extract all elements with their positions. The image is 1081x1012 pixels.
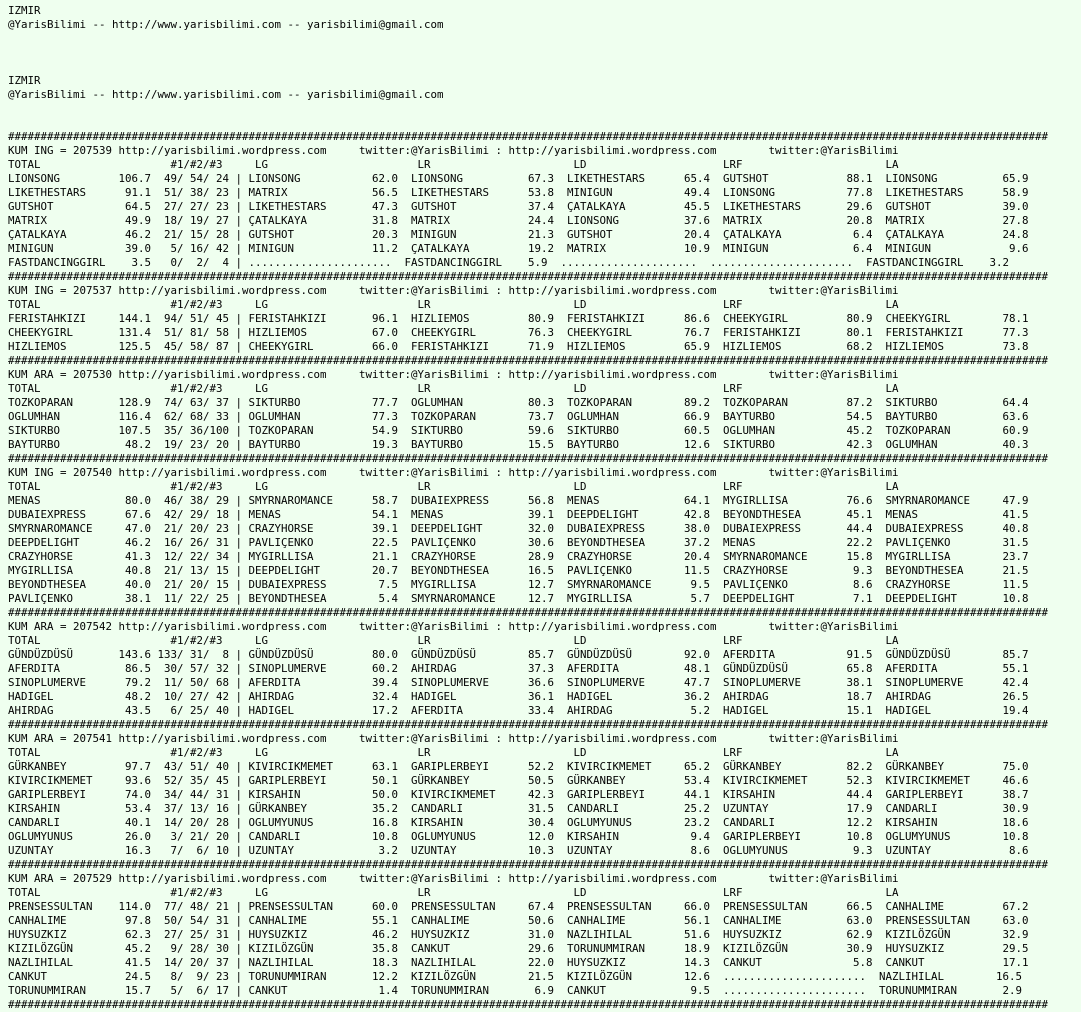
table-row: CANDARLI 40.1 14/ 20/ 28 | OGLUMYUNUS 16.8 KIRSAHIN 30.4 OGLUMYUNUS 23.2 CANDARLI 12.2 KIRSAHIN 18.6 — [8, 816, 1029, 829]
race-title: KUM ING = 207540 http://yarisbilimi.wordpress.com twitter:@YarisBilimi : http://yarisbilimi.wordpress.com twitter:@YarisBilimi — [8, 466, 899, 479]
header-line — [8, 46, 1073, 60]
table-row: FASTDANCINGGIRL 3.5 0/ 2/ 4 | ...................... FASTDANCINGGIRL 5.9 ..................... ...................... FASTDANCINGGIRL 3.2 — [8, 256, 1010, 269]
table-row: AHIRDAG 43.5 6/ 25/ 40 | HADIGEL 17.2 AFERDITA 33.4 AHIRDAG 5.2 HADIGEL 15.1 HADIGEL 19.4 — [8, 704, 1029, 717]
table-row: MYGIRLLISA 40.8 21/ 13/ 15 | DEEPDELIGHT 20.7 BEYONDTHESEA 16.5 PAVLIÇENKO 11.5 CRAZYHORSE 9.3 BEYONDTHESEA 21.5 — [8, 564, 1029, 577]
separator-line: ################################################################################################################################################################ — [8, 858, 1049, 871]
column-header: TOTAL #1/#2/#3 LG LR LD LRF LA — [8, 158, 899, 171]
table-row: UZUNTAY 16.3 7/ 6/ 10 | UZUNTAY 3.2 UZUNTAY 10.3 UZUNTAY 8.6 OGLUMYUNUS 9.3 UZUNTAY 8.6 — [8, 844, 1029, 857]
table-row: SIKTURBO 107.5 35/ 36/100 | TOZKOPARAN 54.9 SIKTURBO 59.6 SIKTURBO 60.5 OGLUMHAN 45.2 TOZKOPARAN 60.9 — [8, 424, 1029, 437]
race-title: KUM ARA = 207541 http://yarisbilimi.wordpress.com twitter:@YarisBilimi : http://yarisbilimi.wordpress.com twitter:@YarisBilimi — [8, 732, 899, 745]
header-line: @YarisBilimi -- http://www.yarisbilimi.com -- yarisbilimi@gmail.com — [8, 88, 444, 101]
table-row: LIKETHESTARS 91.1 51/ 38/ 23 | MATRIX 56.5 LIKETHESTARS 53.8 MINIGUN 49.4 LIONSONG 77.8 LIKETHESTARS 58.9 — [8, 186, 1029, 199]
table-row: HIZLIEMOS 125.5 45/ 58/ 87 | CHEEKYGIRL 66.0 FERISTAHKIZI 71.9 HIZLIEMOS 65.9 HIZLIEMOS 68.2 HIZLIEMOS 73.8 — [8, 340, 1029, 353]
header-line: @YarisBilimi -- http://www.yarisbilimi.com -- yarisbilimi@gmail.com — [8, 18, 444, 31]
table-row: GÜRKANBEY 97.7 43/ 51/ 40 | KIVIRCIKMEMET 63.1 GARIPLERBEYI 52.2 KIVIRCIKMEMET 65.2 GÜRKANBEY 82.2 GÜRKANBEY 75.0 — [8, 760, 1029, 773]
table-row: DUBAIEXPRESS 67.6 42/ 29/ 18 | MENAS 54.1 MENAS 39.1 DEEPDELIGHT 42.8 BEYONDTHESEA 45.1 MENAS 41.5 — [8, 508, 1029, 521]
table-row: KIZILÖZGÜN 45.2 9/ 28/ 30 | KIZILÖZGÜN 35.8 CANKUT 29.6 TORUNUMMIRAN 18.9 KIZILÖZGÜN 30.9 HUYSUZKIZ 29.5 — [8, 942, 1029, 955]
column-header: TOTAL #1/#2/#3 LG LR LD LRF LA — [8, 886, 899, 899]
table-row: MATRIX 49.9 18/ 19/ 27 | ÇATALKAYA 31.8 MATRIX 24.4 LIONSONG 37.6 MATRIX 20.8 MATRIX 27.8 — [8, 214, 1029, 227]
table-row: OGLUMYUNUS 26.0 3/ 21/ 20 | CANDARLI 10.8 OGLUMYUNUS 12.0 KIRSAHIN 9.4 GARIPLERBEYI 10.8 OGLUMYUNUS 10.8 — [8, 830, 1029, 843]
table-row: HADIGEL 48.2 10/ 27/ 42 | AHIRDAG 32.4 HADIGEL 36.1 HADIGEL 36.2 AHIRDAG 18.7 AHIRDAG 26.5 — [8, 690, 1029, 703]
table-row: CRAZYHORSE 41.3 12/ 22/ 34 | MYGIRLLISA 21.1 CRAZYHORSE 28.9 CRAZYHORSE 20.4 SMYRNAROMANCE 15.8 MYGIRLLISA 23.7 — [8, 550, 1029, 563]
table-row: LIONSONG 106.7 49/ 54/ 24 | LIONSONG 62.0 LIONSONG 67.3 LIKETHESTARS 65.4 GUTSHOT 88.1 LIONSONG 65.9 — [8, 172, 1029, 185]
table-row: PAVLIÇENKO 38.1 11/ 22/ 25 | BEYONDTHESEA 5.4 SMYRNAROMANCE 12.7 MYGIRLLISA 5.7 DEEPDELIGHT 7.1 DEEPDELIGHT 10.8 — [8, 592, 1029, 605]
separator-line: ################################################################################################################################################################ — [8, 998, 1049, 1011]
race-title: KUM ING = 207539 http://yarisbilimi.wordpress.com twitter:@YarisBilimi : http://yarisbilimi.wordpress.com twitter:@YarisBilimi — [8, 144, 899, 157]
header-line — [8, 116, 1073, 130]
header-line — [8, 102, 1073, 116]
header-line — [8, 60, 1073, 74]
separator-line: ################################################################################################################################################################ — [8, 606, 1049, 619]
separator-line: ################################################################################################################################################################ — [8, 270, 1049, 283]
table-row: TOZKOPARAN 128.9 74/ 63/ 37 | SIKTURBO 77.7 OGLUMHAN 80.3 TOZKOPARAN 89.2 TOZKOPARAN 87.2 SIKTURBO 64.4 — [8, 396, 1029, 409]
table-row: SINOPLUMERVE 79.2 11/ 50/ 68 | AFERDITA 39.4 SINOPLUMERVE 36.6 SINOPLUMERVE 47.7 SINOPLUMERVE 38.1 SINOPLUMERVE 42.4 — [8, 676, 1029, 689]
table-row: KIRSAHIN 53.4 37/ 13/ 16 | GÜRKANBEY 35.2 CANDARLI 31.5 CANDARLI 25.2 UZUNTAY 17.9 CANDARLI 30.9 — [8, 802, 1029, 815]
table-row: GÜNDÜZDÜSÜ 143.6 133/ 31/ 8 | GÜNDÜZDÜSÜ 80.0 GÜNDÜZDÜSÜ 85.7 GÜNDÜZDÜSÜ 92.0 AFERDITA 91.5 GÜNDÜZDÜSÜ 85.7 — [8, 648, 1029, 661]
separator-line: ################################################################################################################################################################ — [8, 452, 1049, 465]
header-line: IZMIR — [8, 74, 41, 87]
race-title: KUM ARA = 207530 http://yarisbilimi.wordpress.com twitter:@YarisBilimi : http://yarisbilimi.wordpress.com twitter:@YarisBilimi — [8, 368, 899, 381]
table-row: OGLUMHAN 116.4 62/ 68/ 33 | OGLUMHAN 77.3 TOZKOPARAN 73.7 OGLUMHAN 66.9 BAYTURBO 54.5 BAYTURBO 63.6 — [8, 410, 1029, 423]
table-row: CHEEKYGIRL 131.4 51/ 81/ 58 | HIZLIEMOS 67.0 CHEEKYGIRL 76.3 CHEEKYGIRL 76.7 FERISTAHKIZI 80.1 FERISTAHKIZI 77.3 — [8, 326, 1029, 339]
column-header: TOTAL #1/#2/#3 LG LR LD LRF LA — [8, 382, 899, 395]
table-row: TORUNUMMIRAN 15.7 5/ 6/ 17 | CANKUT 1.4 TORUNUMMIRAN 6.9 CANKUT 9.5 ...................... TORUNUMMIRAN 2.9 — [8, 984, 1023, 997]
header-line: IZMIR — [8, 4, 41, 17]
column-header: TOTAL #1/#2/#3 LG LR LD LRF LA — [8, 746, 899, 759]
table-row: PRENSESSULTAN 114.0 77/ 48/ 21 | PRENSESSULTAN 60.0 PRENSESSULTAN 67.4 PRENSESSULTAN 66.0 PRENSESSULTAN 66.5 CANHALIME 67.2 — [8, 900, 1029, 913]
race-title: KUM ARA = 207529 http://yarisbilimi.wordpress.com twitter:@YarisBilimi : http://yarisbilimi.wordpress.com twitter:@YarisBilimi — [8, 872, 899, 885]
column-header: TOTAL #1/#2/#3 LG LR LD LRF LA — [8, 480, 899, 493]
column-header: TOTAL #1/#2/#3 LG LR LD LRF LA — [8, 298, 899, 311]
table-row: HUYSUZKIZ 62.3 27/ 25/ 31 | HUYSUZKIZ 46.2 HUYSUZKIZ 31.0 NAZLIHILAL 51.6 HUYSUZKIZ 62.9 KIZILÖZGÜN 32.9 — [8, 928, 1029, 941]
table-row: AFERDITA 86.5 30/ 57/ 32 | SINOPLUMERVE 60.2 AHIRDAG 37.3 AFERDITA 48.1 GÜNDÜZDÜSÜ 65.8 AFERDITA 55.1 — [8, 662, 1029, 675]
separator-line: ################################################################################################################################################################ — [8, 354, 1049, 367]
column-header: TOTAL #1/#2/#3 LG LR LD LRF LA — [8, 634, 899, 647]
table-row: NAZLIHILAL 41.5 14/ 20/ 37 | NAZLIHILAL 18.3 NAZLIHILAL 22.0 HUYSUZKIZ 14.3 CANKUT 5.8 CANKUT 17.1 — [8, 956, 1029, 969]
table-row: BAYTURBO 48.2 19/ 23/ 20 | BAYTURBO 19.3 BAYTURBO 15.5 BAYTURBO 12.6 SIKTURBO 42.3 OGLUMHAN 40.3 — [8, 438, 1029, 451]
separator-line: ################################################################################################################################################################ — [8, 130, 1049, 143]
table-row: GARIPLERBEYI 74.0 34/ 44/ 31 | KIRSAHIN 50.0 KIVIRCIKMEMET 42.3 GARIPLERBEYI 44.1 KIRSAHIN 44.4 GARIPLERBEYI 38.7 — [8, 788, 1029, 801]
table-row: FERISTAHKIZI 144.1 94/ 51/ 45 | FERISTAHKIZI 96.1 HIZLIEMOS 80.9 FERISTAHKIZI 86.6 CHEEKYGIRL 80.9 CHEEKYGIRL 78.1 — [8, 312, 1029, 325]
table-row: SMYRNAROMANCE 47.0 21/ 20/ 23 | CRAZYHORSE 39.1 DEEPDELIGHT 32.0 DUBAIEXPRESS 38.0 DUBAIEXPRESS 44.4 DUBAIEXPRESS 40.8 — [8, 522, 1029, 535]
race-title: KUM ING = 207537 http://yarisbilimi.wordpress.com twitter:@YarisBilimi : http://yarisbilimi.wordpress.com twitter:@YarisBilimi — [8, 284, 899, 297]
separator-line: ################################################################################################################################################################ — [8, 718, 1049, 731]
table-row: KIVIRCIKMEMET 93.6 52/ 35/ 45 | GARIPLERBEYI 50.1 GÜRKANBEY 50.5 GÜRKANBEY 53.4 KIVIRCIKMEMET 52.3 KIVIRCIKMEMET 46.6 — [8, 774, 1029, 787]
table-row: MINIGUN 39.0 5/ 16/ 42 | MINIGUN 11.2 ÇATALKAYA 19.2 MATRIX 10.9 MINIGUN 6.4 MINIGUN 9.6 — [8, 242, 1029, 255]
table-row: DEEPDELIGHT 46.2 16/ 26/ 31 | PAVLIÇENKO 22.5 PAVLIÇENKO 30.6 BEYONDTHESEA 37.2 MENAS 22.2 PAVLIÇENKO 31.5 — [8, 536, 1029, 549]
table-row: MENAS 80.0 46/ 38/ 29 | SMYRNAROMANCE 58.7 DUBAIEXPRESS 56.8 MENAS 64.1 MYGIRLLISA 76.6 SMYRNAROMANCE 47.9 — [8, 494, 1029, 507]
table-row: GUTSHOT 64.5 27/ 27/ 23 | LIKETHESTARS 47.3 GUTSHOT 37.4 ÇATALKAYA 45.5 LIKETHESTARS 29.6 GUTSHOT 39.0 — [8, 200, 1029, 213]
table-row: ÇATALKAYA 46.2 21/ 15/ 28 | GUTSHOT 20.3 MINIGUN 21.3 GUTSHOT 20.4 ÇATALKAYA 6.4 ÇATALKAYA 24.8 — [8, 228, 1029, 241]
table-row: CANKUT 24.5 8/ 9/ 23 | TORUNUMMIRAN 12.2 KIZILÖZGÜN 21.5 KIZILÖZGÜN 12.6 ...................... NAZLIHILAL 16.5 — [8, 970, 1023, 983]
race-title: KUM ARA = 207542 http://yarisbilimi.wordpress.com twitter:@YarisBilimi : http://yarisbilimi.wordpress.com twitter:@YarisBilimi — [8, 620, 899, 633]
table-row: BEYONDTHESEA 40.0 21/ 20/ 15 | DUBAIEXPRESS 7.5 MYGIRLLISA 12.7 SMYRNAROMANCE 9.5 PAVLIÇENKO 8.6 CRAZYHORSE 11.5 — [8, 578, 1029, 591]
table-row: CANHALIME 97.8 50/ 54/ 31 | CANHALIME 55.1 CANHALIME 50.6 CANHALIME 56.1 CANHALIME 63.0 PRENSESSULTAN 63.0 — [8, 914, 1029, 927]
header-line — [8, 32, 1073, 46]
